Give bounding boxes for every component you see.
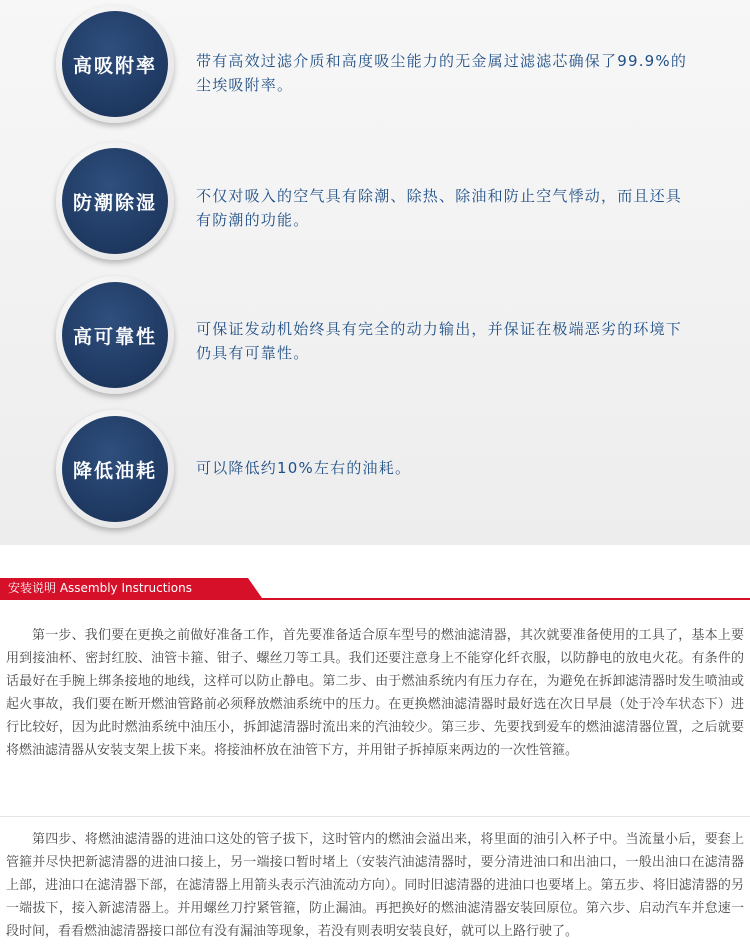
feature-title: 降低油耗 — [72, 459, 157, 482]
feature-description: 不仅对吸入的空气具有除潮、除热、除油和防止空气悸动，而且还具有防潮的功能。 — [196, 187, 683, 229]
feature-title: 防潮除湿 — [72, 191, 157, 214]
feature-description: 带有高效过滤介质和高度吸尘能力的无金属过滤滤芯确保了99.9%的尘埃吸附率。 — [196, 52, 688, 94]
section-header-underline — [0, 598, 750, 600]
instruction-paragraph: 第四步、将燃油滤清器的进油口这处的管子拔下，这时管内的燃油会溢出来，将里面的油引入杯子中。当流量小后，要套上管箍并尽快把新滤清器的进油口接上，另一端接口暂时堵上（安装汽油滤清器时，要分清进油口和出油口，一般出油口在滤清器上部，进油口在滤清器下部，在滤清器上用箭头表示汽油流动方向）。同时旧滤清器的进油口也要堵上。第五步、将旧滤清器的另一端拔下，接入新滤清器上。并用螺丝刀拧紧管箍，防止漏油。再把换好的燃油滤清器安装回原位。第六步、启动汽车并怠速一段时间，看看燃油滤清器接口部位有没有漏油等现象，若没有则表明安装良好，就可以上路行驶了。 — [6, 832, 744, 939]
feature-badge — [56, 142, 174, 260]
paragraph-divider — [0, 816, 750, 817]
feature-badge — [56, 410, 174, 528]
feature-title: 高可靠性 — [72, 325, 157, 348]
feature-item — [0, 5, 750, 135]
feature-description: 可保证发动机始终具有完全的动力输出，并保证在极端恶劣的环境下仍具有可靠性。 — [196, 320, 683, 362]
feature-badge — [56, 276, 174, 394]
feature-title: 高吸附率 — [72, 54, 157, 77]
feature-item — [0, 142, 750, 272]
section-header — [0, 578, 750, 600]
feature-item — [0, 276, 750, 406]
feature-badge — [56, 5, 174, 123]
section-title: 安装说明 Assembly Instructions — [8, 581, 192, 595]
instruction-paragraph: 第一步、我们要在更换之前做好准备工作，首先要准备适合原车型号的燃油滤清器，其次就要准备使用的工具了，基本上要用到接油杯、密封红胶、油管卡箍、钳子、螺丝刀等工具。我们还要注意身上不能穿化纤衣服，以防静电的放电火花。有条件的话最好在手腕上绑条接地的地线，这样可以防止静电。第二步、由于燃油系统内有压力存在，为避免在拆卸滤清器时发生喷油或起火事故，我们要在断开燃油管路前必须释放燃油系统中的压力。在更换燃油滤清器时最好选在次日早晨（处于冷车状态下）进行比较好，因为此时燃油系统中油压小，拆卸滤清器时流出来的汽油较少。第三步、先要找到爱车的燃油滤清器位置，之后就要将燃油滤清器从安装支架上拔下来。将接油杯放在油管下方，并用钳子拆掉原来两边的一次性管箍。 — [6, 628, 744, 758]
feature-description: 可以降低约10%左右的油耗。 — [196, 459, 412, 477]
feature-item — [0, 410, 750, 540]
